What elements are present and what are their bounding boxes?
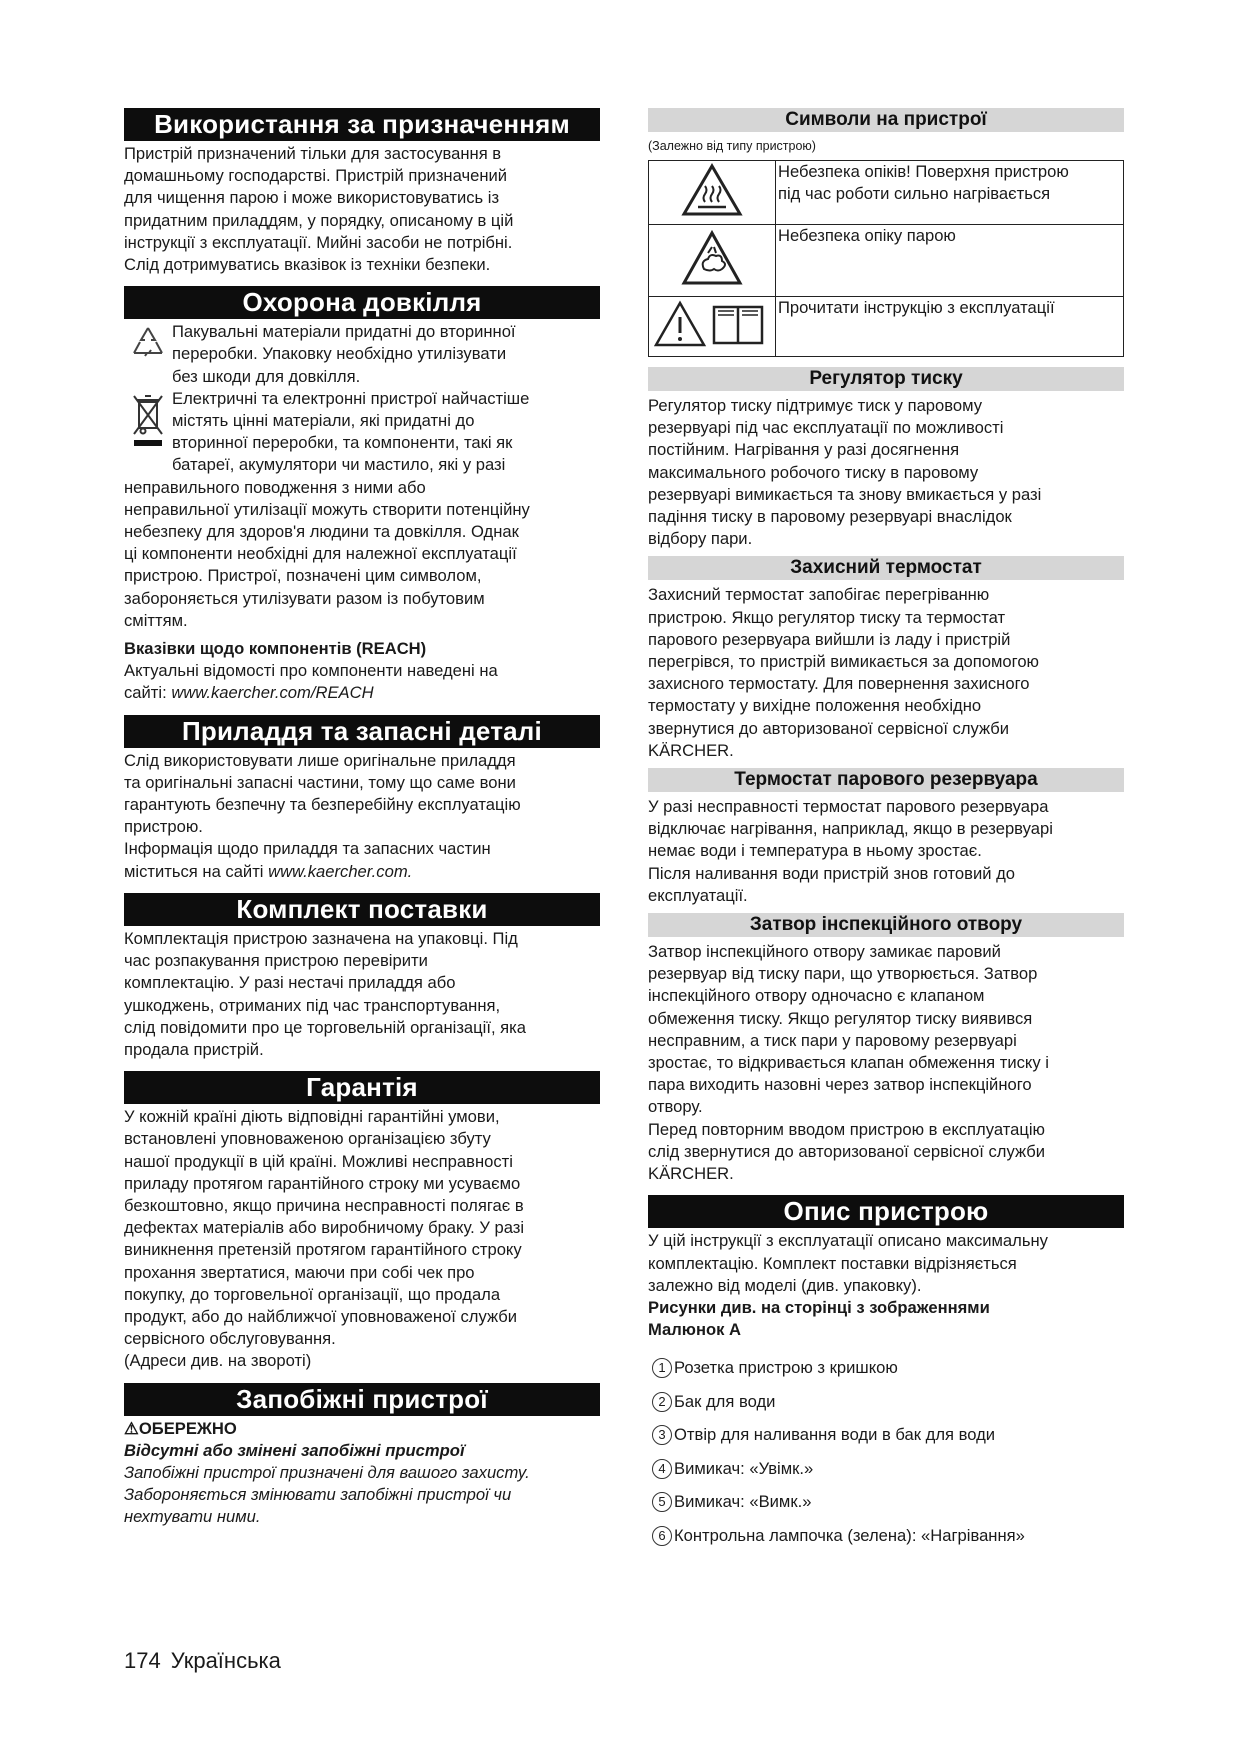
heading-warranty: Гарантія — [124, 1071, 600, 1104]
heading-pressure-regulator: Регулятор тиску — [648, 367, 1124, 391]
crossed-bin-icon — [124, 388, 172, 450]
symbol-text: під час роботи сильно нагрівається — [778, 184, 1051, 204]
list-item — [648, 1519, 1124, 1553]
text-line: несправним, а тиск пари у паровому резервуарі — [648, 1030, 1017, 1050]
text-line: комплектацію. У разі нестачі приладдя або — [124, 973, 456, 993]
text-line: інструкції з експлуатації. Мийні засоби не потрібні. — [124, 232, 513, 252]
text-line: Електричні та електронні пристрої найчастіше — [172, 388, 530, 408]
text-line: Інформація щодо приладдя та запасних частин — [124, 839, 491, 859]
text-line: У кожній країні діють відповідні гарантійні умови, — [124, 1107, 500, 1127]
text-line: резервуарі під час експлуатації по можливості — [648, 418, 1004, 438]
list-item — [648, 1485, 1124, 1519]
item-number: 6 — [652, 1526, 672, 1546]
page-number: 174 — [124, 1648, 161, 1673]
text-line: Запобіжні пристрої призначені для вашого захисту. — [124, 1462, 530, 1482]
heading-delivery: Комплект поставки — [124, 893, 600, 926]
text-line: Рисунки див. на сторінці з зображеннями — [648, 1297, 990, 1317]
text-line: для чищення парою і може використовуватись із — [124, 188, 500, 208]
text-line: містять цінні матеріали, які придатні до — [172, 411, 475, 431]
accessories-link-line — [124, 861, 600, 883]
thermostat-text — [648, 584, 1124, 762]
item-label: Розетка пристрою з кришкою — [674, 1358, 898, 1378]
text-line: Захисний термостат запобігає перегріванню — [648, 585, 990, 605]
lock-text — [648, 941, 1124, 1185]
text-line: відключає нагрівання, наприклад, якщо в резервуарі — [648, 819, 1053, 839]
item-number: 5 — [652, 1492, 672, 1512]
text-line: покупку, до торговельної організації, що продала — [124, 1284, 501, 1304]
item-label: Бак для води — [674, 1391, 776, 1411]
text-line: захисного термостату. Для повернення захисного — [648, 674, 1030, 694]
text-line: пара виходить назовні через затвор інспекційного — [648, 1075, 1032, 1095]
left-column — [124, 108, 600, 1529]
reach-link-line — [124, 682, 600, 704]
text-line: Затвор інспекційного отвору замикає паровий — [648, 942, 1001, 962]
text-line: продукт, або до найближчої уповноваженої служби — [124, 1306, 517, 1326]
text-line: постійним. Нагрівання у разі досягнення — [648, 440, 960, 460]
text-line: Перед повторним вводом пристрою в експлуатацію — [648, 1119, 1045, 1139]
item-label: Вимикач: «Увімк.» — [674, 1458, 814, 1478]
read-manual-icon — [654, 299, 770, 349]
text-line: пристрою. Якщо регулятор тиску та термостат — [648, 607, 1006, 627]
text-line: неправильної утилізації можуть створити потенційну — [124, 499, 530, 519]
parts-prefix: міститься на сайті — [124, 861, 269, 881]
footer-language: Українська — [170, 1648, 281, 1673]
text-line: гарантують безпечну та безперебійну експлуатацію — [124, 795, 521, 815]
text-line: забороняється утилізувати разом із побутовим — [124, 588, 485, 608]
text-line: домашньому господарстві. Пристрій призначений — [124, 166, 508, 186]
text-line: Після наливання води пристрій знов готовий до — [648, 863, 1016, 883]
text-line: У разі несправності термостат парового резервуара — [648, 797, 1049, 817]
text-line: нашої продукції в цій країні. Можливі несправності — [124, 1151, 513, 1171]
text-line: придатним приладдям, у порядку, описаному в цій — [124, 210, 514, 230]
caution-label: ОБЕРЕЖНО — [138, 1418, 237, 1438]
weee-continued-text — [124, 477, 600, 632]
caution-line — [124, 1418, 600, 1440]
heading-safety-thermostat: Захисний термостат — [648, 556, 1124, 580]
text-line: обмеження тиску. Якщо регулятор тиску виявився — [648, 1008, 1033, 1028]
text-line: комплектацію. Комплект поставки відрізняється — [648, 1253, 1017, 1273]
text-line: У цій інструкції з експлуатації описано максимальну — [648, 1231, 1048, 1251]
reach-heading: Вказівки щодо компонентів (REACH) — [124, 639, 427, 659]
text-line: Регулятор тиску підтримує тиск у паровому — [648, 396, 983, 415]
list-item — [648, 1452, 1124, 1486]
reach-text: Актуальні відомості про компоненти наведені на — [124, 661, 498, 681]
text-line: парового резервуара вийшли із ладу і пристрій — [648, 629, 1011, 649]
item-number: 1 — [652, 1358, 672, 1378]
table-row — [649, 297, 1124, 357]
symbols-note: (Залежно від типу пристрою) — [648, 139, 816, 153]
text-line: звернутися до авторизованої сервісної служби — [648, 718, 1010, 738]
list-item — [648, 1385, 1124, 1419]
boiler-text — [648, 796, 1124, 907]
accessories-text — [124, 750, 600, 883]
item-number: 4 — [652, 1459, 672, 1479]
safety-subheading: Відсутні або змінені запобіжні пристрої — [124, 1440, 465, 1460]
heading-device-description: Опис пристрою — [648, 1195, 1124, 1228]
text-line: виникнення претензій протягом гарантійного строку — [124, 1240, 522, 1260]
heading-symbols: Символи на пристрої — [648, 108, 1124, 132]
text-line: час розпакування пристрою перевірити — [124, 951, 428, 971]
text-line: термостату у вихідне положення необхідно — [648, 696, 982, 716]
text-line: прохання звертатися, маючи при собі чек про — [124, 1262, 475, 1282]
item-number: 2 — [652, 1392, 672, 1412]
text-line: Слід використовувати лише оригінальне приладдя — [124, 750, 516, 770]
warranty-text — [124, 1106, 600, 1372]
table-row — [649, 161, 1124, 225]
recycling-block — [124, 321, 600, 388]
text-line: встановлені уповноваженою організацією збуту — [124, 1129, 491, 1149]
kaercher-url-link[interactable]: www.kaercher.com. — [268, 861, 413, 881]
figure-items-list — [648, 1351, 1124, 1552]
table-row — [649, 225, 1124, 297]
pressure-text — [648, 395, 1124, 550]
text-line: небезпеку для здоров'я людини та довкілля. Однак — [124, 522, 519, 542]
safety-text — [124, 1462, 600, 1529]
text-line: Пристрій призначений тільки для застосування в — [124, 144, 502, 163]
text-line: переробки. Упаковку необхідно утилізувати — [172, 344, 507, 364]
text-line: KÄRCHER. — [648, 740, 734, 760]
text-line: Забороняється змінювати запобіжні пристрої чи — [124, 1485, 512, 1505]
text-line: пристрою. — [124, 817, 203, 837]
text-line: максимального робочого тиску в паровому — [648, 462, 979, 482]
item-number: 3 — [652, 1425, 672, 1445]
text-line: без шкоди для довкілля. — [172, 366, 361, 386]
intended-use-text — [124, 143, 600, 276]
text-line: батареї, акумулятори чи мастило, які у разі — [172, 455, 506, 475]
text-line: експлуатації. — [648, 885, 748, 905]
symbols-table — [648, 160, 1124, 357]
text-line: перегрівся, то пристрій вимикається за допомогою — [648, 652, 1039, 672]
reach-url-link[interactable]: www.kaercher.com/REACH — [171, 683, 374, 703]
item-label: Отвір для наливання води в бак для води — [674, 1425, 996, 1445]
text-line: (Адреси див. на звороті) — [124, 1351, 312, 1371]
text-line: немає води і температура в ньому зростає. — [648, 841, 982, 861]
text-line: безкоштовно, якщо причина несправності полягає в — [124, 1195, 524, 1215]
text-line: ушкоджень, отриманих під час транспортування, — [124, 995, 501, 1015]
text-line: Пакувальні матеріали придатні до вторинної — [172, 322, 516, 342]
text-line: неправильного поводження з ними або — [124, 477, 426, 497]
text-line: резервуарі вимикається та знову вмикається у разі — [648, 484, 1042, 504]
text-line: резервуар від тиску пари, що утворюється. Затвор — [648, 964, 1038, 984]
text-line: Малюнок А — [648, 1320, 742, 1340]
heading-safety-devices: Запобіжні пристрої — [124, 1383, 600, 1416]
text-line: слід звернутися до авторизованої сервісної служби — [648, 1141, 1046, 1161]
reach-prefix: сайті: — [124, 683, 172, 703]
text-line: та оригінальні запасні частини, тому що саме вони — [124, 772, 516, 792]
text-line: Слід дотримуватись вказівок із техніки безпеки. — [124, 255, 491, 275]
item-label: Вимикач: «Вимк.» — [674, 1492, 812, 1512]
hot-surface-icon — [680, 162, 744, 218]
list-item — [648, 1418, 1124, 1452]
heading-boiler-thermostat: Термостат парового резервуара — [648, 768, 1124, 792]
list-item — [648, 1351, 1124, 1385]
text-line: KÄRCHER. — [648, 1164, 734, 1184]
symbol-text: Небезпека опіків! Поверхня пристрою — [778, 162, 1069, 181]
text-line: продала пристрій. — [124, 1039, 264, 1059]
text-line: вторинної переробки, та компоненти, такі як — [172, 433, 513, 453]
steam-burn-icon — [680, 229, 744, 287]
text-line: ці компоненти необхідні для належної експлуатації — [124, 544, 517, 564]
heading-inspection-lock: Затвор інспекційного отвору — [648, 913, 1124, 937]
text-line: приладу протягом гарантійного строку ми усуваємо — [124, 1173, 521, 1193]
text-line: нехтувати ними. — [124, 1507, 261, 1527]
text-line: залежно від моделі (див. упаковку). — [648, 1275, 922, 1295]
page-footer — [124, 1648, 291, 1674]
text-line: відбору пари. — [648, 529, 753, 549]
heading-intended-use: Використання за призначенням — [124, 108, 600, 141]
text-line: дефектах матеріалів або виробничому браку. У разі — [124, 1218, 525, 1238]
warning-triangle-icon: ⚠ — [124, 1418, 139, 1438]
symbol-text: Прочитати інструкцію з експлуатації — [778, 298, 1055, 317]
heading-accessories: Приладдя та запасні деталі — [124, 715, 600, 748]
text-line: слід повідомити про це торговельній організації, яка — [124, 1017, 527, 1037]
right-column — [648, 108, 1124, 1552]
text-line: отвору. — [648, 1097, 703, 1117]
text-line: пристрою. Пристрої, позначені цим символом, — [124, 566, 482, 586]
symbol-text: Небезпека опіку парою — [778, 226, 956, 245]
heading-environment: Охорона довкілля — [124, 286, 600, 319]
weee-block — [124, 388, 600, 477]
delivery-text — [124, 928, 600, 1061]
text-line: Комплектація пристрою зазначена на упаковці. Під — [124, 928, 518, 948]
text-line: інспекційного отвору одночасно є клапаном — [648, 986, 985, 1006]
text-line: зростає, то відкривається клапан обмеження тиску і — [648, 1053, 1049, 1073]
description-text — [648, 1230, 1124, 1341]
text-line: сервісного обслуговування. — [124, 1329, 336, 1349]
text-line: сміттям. — [124, 610, 188, 630]
recycle-icon — [124, 321, 172, 363]
item-label: Контрольна лампочка (зелена): «Нагрівання» — [674, 1525, 1025, 1545]
text-line: падіння тиску в паровому резервуарі внаслідок — [648, 507, 1012, 527]
